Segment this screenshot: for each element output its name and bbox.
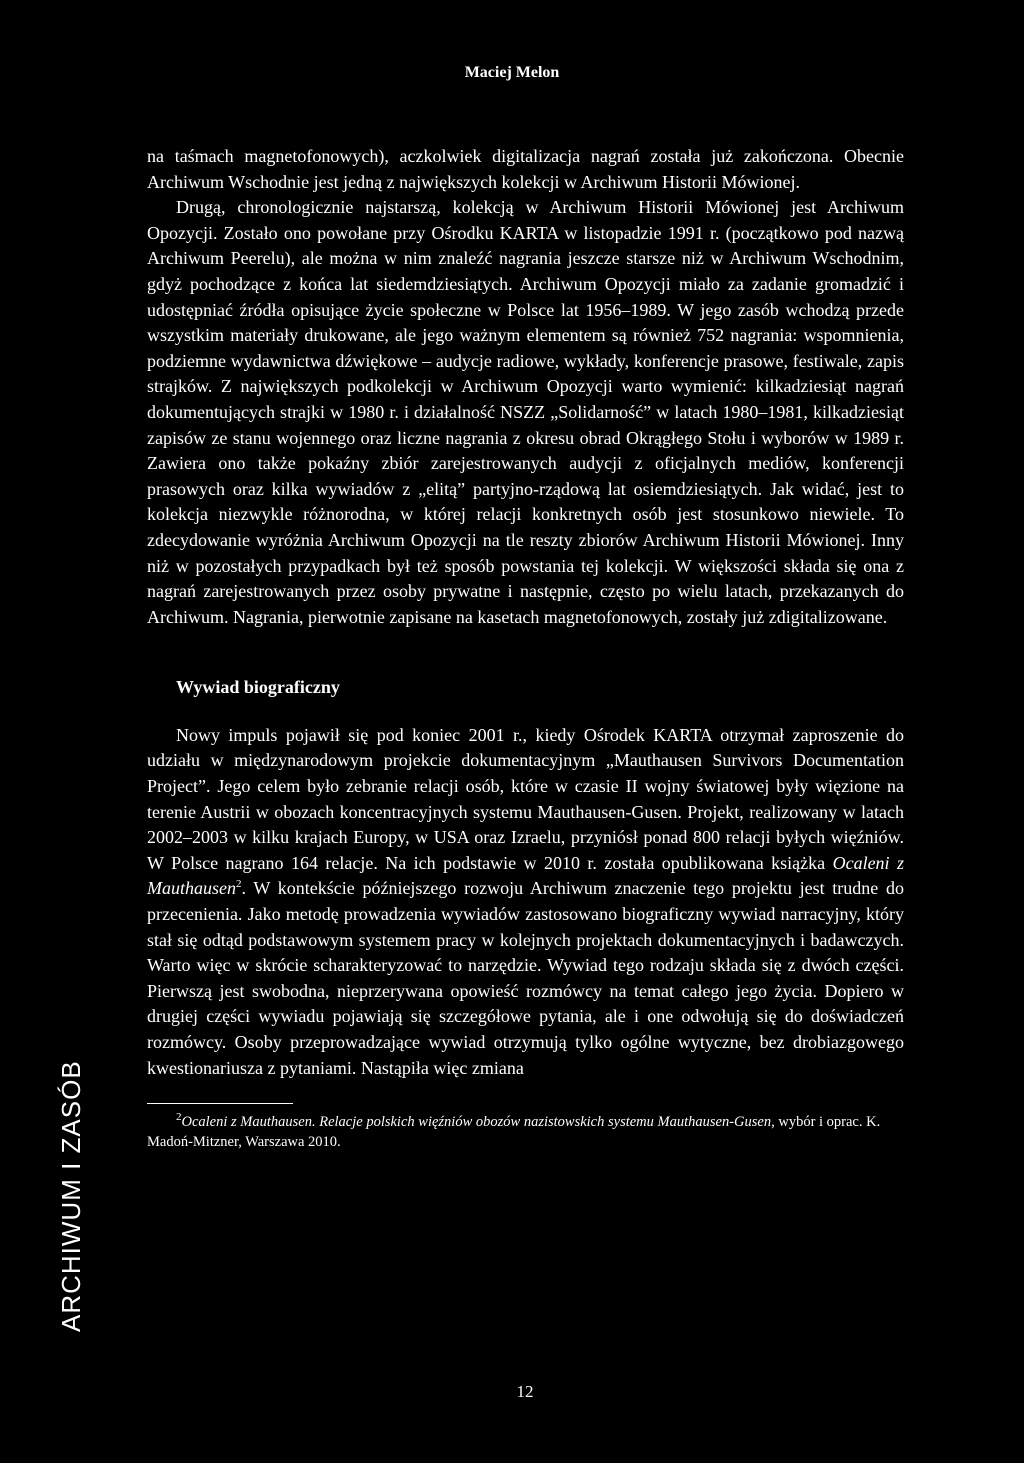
section-body bbox=[147, 723, 904, 1081]
footnote-rest: , wybór i oprac. K. Madoń-Mitzner, Warszawa 2010. bbox=[147, 1114, 881, 1151]
footnote-ref[interactable]: 2 bbox=[236, 878, 242, 891]
page-number: 12 bbox=[516, 1382, 534, 1401]
footnote bbox=[147, 1112, 904, 1152]
paragraph-1: na taśmach magnetofonowych), aczkolwiek digitalizacja nagrań została już zakończona. Obecnie Archiwum Wschodnie jest jedną z największych kolekcji w Archiwum Historii Mówionej. bbox=[147, 146, 904, 192]
footnote-title: Ocaleni z Mauthausen. Relacje polskich więźniów obozów nazistowskich systemu Mauthausen-Gusen bbox=[181, 1114, 772, 1131]
footnote-divider bbox=[147, 1103, 293, 1104]
paragraph-3-part-b: . W kontekście późniejszego rozwoju Archiwum znaczenie tego projektu jest trudne do przecenienia. Jako metodę prowadzenia wywiadów zastosowano biograficzny wywiad narracyjny, który stał się odtąd podstawowym systemem pracy w kolejnych projektach dokumentacyjnych i badawczych. Warto więc w skrócie scharakteryzować to narzędzie. Wywiad tego rodzaju składa się z dwóch części. Pierwszą jest swobodna, nieprzerywana opowieść rozmówcy na temat całego jego życia. Dopiero w drugiej części wywiadu pojawiają się szczegółowe pytania, ale i one odwołują się do doświadczeń rozmówcy. Osoby przeprowadzające wywiad otrzymują tylko ogólne wytyczne, bez drobiazgowego kwestionariusza z pytaniami. Nastąpiła więc zmiana bbox=[147, 878, 904, 1078]
paragraph-3-part-a: Nowy impuls pojawił się pod koniec 2001 r., kiedy Ośrodek KARTA otrzymał zaproszenie do udziału w międzynarodowym projekcie dokumentacyjnym „Mauthausen Survivors Documentation Project”. Jego celem było zebranie relacji osób, które w czasie II wojny światowej były więzione na terenie Austrii w obozach koncentracyjnych systemu Mauthausen-Gusen. Projekt, realizowany w latach 2002–2003 w kilku krajach Europy, w USA oraz Izraelu, przyniósł ponad 800 relacji byłych więźniów. W Polsce nagrano 164 relacje. Na ich podstawie w 2010 r. została opublikowana książka bbox=[147, 724, 904, 873]
book-title: Ocaleni z Mauthausen bbox=[147, 852, 904, 899]
running-header: Maciej Melon bbox=[464, 64, 560, 81]
paragraph-3 bbox=[147, 723, 904, 1081]
section-title: Wywiad biograficzny bbox=[176, 677, 340, 698]
footnote-mark: 2 bbox=[176, 1111, 182, 1124]
page-body bbox=[147, 144, 904, 1152]
side-section-label: ARCHIWUM I ZASÓB bbox=[56, 1060, 86, 1332]
paragraph-2: Drugą, chronologicznie najstarszą, kolekcją w Archiwum Historii Mówionej jest Archiwum Opozycji. Zostało ono powołane przy Ośrodku KARTA w listopadzie 1991 r. (początkowo pod nazwą Archiwum Peerelu), ale można w nim znaleźć nagrania jeszcze starsze niż w Archiwum Wschodnim, gdyż pochodzące z końca lat siedemdziesiątych. Archiwum Opozycji miało za zadanie gromadzić i udostępniać źródła opisujące życie społeczne w Polsce lat 1956–1989. W jego zasób wchodzą przede wszystkim materiały drukowane, ale jego ważnym elementem są również 752 nagrania: wspomnienia, podziemne wydawnictwa dźwiękowe – audycje radiowe, wykłady, konferencje prasowe, festiwale, zapis strajków. Z największych podkolekcji w Archiwum Opozycji warto wymienić: kilkadziesiąt nagrań dokumentujących strajki w 1980 r. i działalność NSZZ „Solidarność” w latach 1980–1981, kilkadziesiąt zapisów ze stanu wojennego oraz liczne nagrania z okresu obrad Okrągłego Stołu i wyborów w 1989 r. Zawiera ono także pokaźny zbiór zarejestrowanych audycji z oficjalnych mediów, konferencji prasowych oraz kilka wywiadów z „elitą” partyjno-rządową lat osiemdziesiątych. Jak widać, jest to kolekcja niezwykle różnorodna, w której relacji konkretnych osób jest stosunkowo niewiele. To zdecydowanie wyróżnia Archiwum Opozycji na tle reszty zbiorów Archiwum Historii Mówionej. Inny niż w pozostałych przypadkach był też sposób powstania tej kolekcji. W większości składa się ona z nagrań zarejestrowanych przez osoby prywatne i następnie, często po wielu latach, przekazanych do Archiwum. Nagrania, pierwotnie zapisane na kasetach magnetofonowych, zostały już zdigitalizowane. bbox=[147, 197, 904, 627]
